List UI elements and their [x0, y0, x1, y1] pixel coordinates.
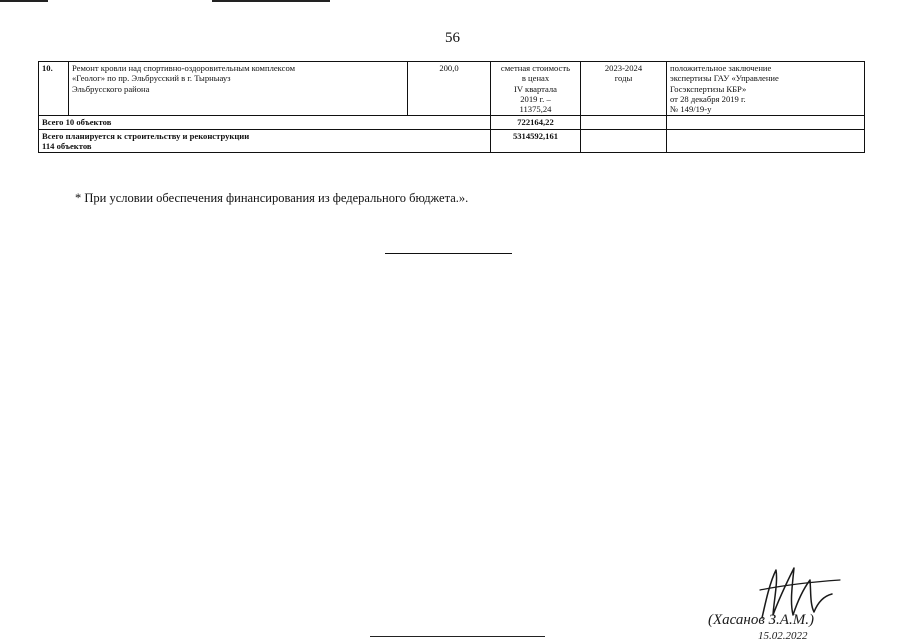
cost-line: в ценах [521, 73, 550, 84]
period-line: 2023-2024 [604, 63, 643, 73]
top-scan-mark-left [0, 0, 48, 2]
bottom-scan-line [370, 636, 545, 637]
cost-line: 11375,24 [519, 104, 552, 115]
cost-line: IV квартала [513, 83, 558, 94]
empty-cell [581, 129, 667, 153]
cost-line: 2019 г. – [520, 93, 551, 104]
object-name-line: Ремонт кровли над спортивно-оздоровительным комплексом [72, 63, 296, 73]
expertise-line: от 28 декабря 2019 г. [670, 93, 746, 104]
grand-total-row [39, 129, 865, 153]
footnote: * При условии обеспечения финансирования из федерального бюджета.». [75, 191, 469, 205]
page-number: 56 [445, 30, 460, 46]
expertise-line: № 149/19-у [670, 104, 712, 115]
objects-table [38, 61, 865, 153]
object-expertise [667, 62, 865, 116]
table-row [39, 62, 865, 116]
row-number: 10. [39, 62, 69, 116]
grand-total-label [39, 129, 491, 153]
total-row [39, 116, 865, 129]
separator-line [385, 253, 512, 254]
period-line: годы [614, 73, 633, 84]
cost-line: сметная стоимость [500, 63, 571, 73]
top-scan-mark-center [212, 0, 330, 2]
object-period [581, 62, 667, 116]
signature-name: (Хасанов З.А.М.) [708, 612, 814, 628]
total-value: 722164,22 [491, 116, 581, 129]
object-name-line: Эльбрусского района [72, 83, 150, 94]
empty-cell [581, 116, 667, 129]
expertise-line: Госэкспертизы КБР» [670, 83, 747, 94]
grand-total-label-line: Всего планируется к строительству и реконструкции [42, 130, 250, 141]
object-cost [491, 62, 581, 116]
grand-total-label-line: 114 объектов [42, 141, 92, 152]
object-name [69, 62, 408, 116]
expertise-line: положительное заключение [670, 63, 772, 73]
signature-date: 15.02.2022 [758, 630, 808, 640]
empty-cell [667, 116, 865, 129]
object-capacity: 200,0 [408, 62, 491, 116]
empty-cell [667, 129, 865, 153]
handwritten-signature [700, 560, 890, 640]
object-name-line: «Геолог» по пр. Эльбрусский в г. Тырныауз [72, 73, 231, 84]
expertise-line: экспертизы ГАУ «Управление [670, 73, 779, 84]
grand-total-value: 5314592,161 [491, 129, 581, 153]
total-label: Всего 10 объектов [39, 116, 491, 129]
